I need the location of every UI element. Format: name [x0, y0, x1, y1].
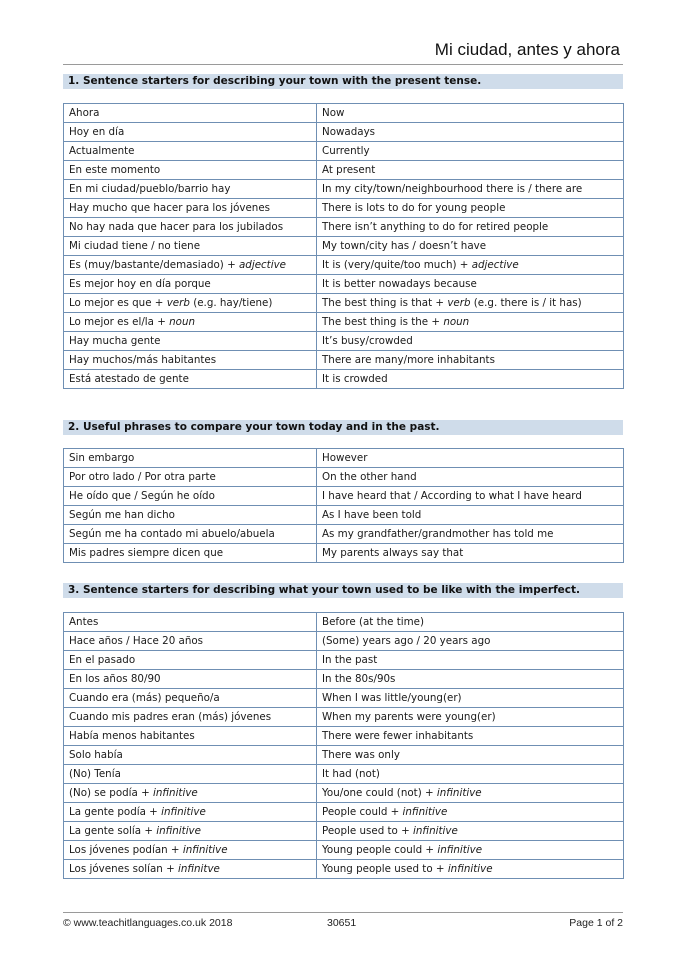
placeholder-term: infinitive	[156, 825, 201, 837]
table-row	[64, 487, 624, 506]
section-1-heading: 1. Sentence starters for describing your town with the present tense.	[63, 74, 623, 89]
spanish-phrase	[64, 294, 317, 313]
phrase-text: People could +	[322, 806, 403, 818]
phrase-text: Lo mejor es el/la +	[69, 316, 170, 328]
spanish-phrase	[64, 670, 317, 689]
table-row	[64, 727, 624, 746]
table-row	[64, 803, 624, 822]
spanish-phrase	[64, 275, 317, 294]
spanish-phrase	[64, 525, 317, 544]
phrase-text: (No) Tenía	[69, 768, 121, 780]
table-row	[64, 123, 624, 142]
spanish-phrase	[64, 727, 317, 746]
english-translation	[317, 199, 624, 218]
spanish-phrase	[64, 370, 317, 389]
english-translation	[317, 708, 624, 727]
phrase-text: There is lots to do for young people	[322, 202, 506, 214]
spanish-phrase	[64, 313, 317, 332]
phrase-text: When my parents were young(er)	[322, 711, 496, 723]
table-row	[64, 841, 624, 860]
spanish-phrase	[64, 104, 317, 123]
table-row	[64, 161, 624, 180]
phrase-text: Sin embargo	[69, 452, 135, 464]
english-translation	[317, 746, 624, 765]
english-translation	[317, 275, 624, 294]
placeholder-term: infinitive	[437, 844, 483, 856]
phrase-text: En los años 80/90	[69, 673, 161, 685]
placeholder-term: infinitive	[436, 787, 482, 799]
phrase-text: I have heard that / According to what I have heard	[322, 490, 582, 502]
spanish-phrase	[64, 651, 317, 670]
spanish-phrase	[64, 784, 317, 803]
spanish-phrase	[64, 632, 317, 651]
phrase-text: En el pasado	[69, 654, 136, 666]
table-row	[64, 218, 624, 237]
english-translation	[317, 860, 624, 879]
phrase-text: You/one could (not) +	[322, 787, 437, 799]
english-translation	[317, 841, 624, 860]
table-row	[64, 104, 624, 123]
table-row	[64, 294, 624, 313]
spanish-phrase	[64, 256, 317, 275]
phrase-text: My parents always say that	[322, 547, 464, 559]
english-translation	[317, 784, 624, 803]
phrase-text: People used to +	[322, 825, 414, 837]
english-translation	[317, 351, 624, 370]
phrase-text: Mis padres siempre dicen que	[69, 547, 224, 559]
spanish-phrase	[64, 746, 317, 765]
spanish-phrase	[64, 841, 317, 860]
placeholder-term: infinitive	[447, 863, 493, 875]
phrase-text: When I was little/young(er)	[322, 692, 462, 704]
phrase-text: Now	[322, 107, 345, 119]
footer-page-number: Page 1 of 2	[569, 917, 623, 929]
spanish-phrase	[64, 161, 317, 180]
phrase-text: My town/city has / doesn’t have	[322, 240, 487, 252]
english-translation	[317, 180, 624, 199]
placeholder-term: noun	[169, 316, 196, 328]
english-translation	[317, 506, 624, 525]
table-row	[64, 370, 624, 389]
english-translation	[317, 525, 624, 544]
phrase-text: There isn’t anything to do for retired people	[322, 221, 549, 233]
table-row	[64, 449, 624, 468]
phrase-text: The best thing is the +	[322, 316, 444, 328]
phrase-text: Nowadays	[322, 126, 376, 138]
phrase-text: En mi ciudad/pueblo/barrio hay	[69, 183, 231, 195]
table-row	[64, 351, 624, 370]
table-row	[64, 256, 624, 275]
placeholder-term: infinitive	[402, 806, 448, 818]
placeholder-term: noun	[443, 316, 470, 328]
phrase-text: Hoy en día	[69, 126, 125, 138]
table-row	[64, 199, 624, 218]
english-translation	[317, 161, 624, 180]
phrase-text: Está atestado de gente	[69, 373, 189, 385]
phrase-text: There was only	[322, 749, 400, 761]
english-translation	[317, 142, 624, 161]
footer-code: 30651	[327, 917, 357, 929]
phrase-text: Solo había	[69, 749, 123, 761]
phrase-text: (Some) years ago / 20 years ago	[322, 635, 491, 647]
table-row	[64, 822, 624, 841]
english-translation	[317, 689, 624, 708]
phrase-text: La gente solía +	[69, 825, 157, 837]
english-translation	[317, 487, 624, 506]
table-row	[64, 275, 624, 294]
placeholder-term: verb	[166, 297, 190, 309]
english-translation	[317, 370, 624, 389]
phrase-text: Young people used to +	[322, 863, 448, 875]
phrase-text: (e.g. hay/tiene)	[189, 297, 273, 309]
spanish-phrase	[64, 613, 317, 632]
spanish-phrase	[64, 860, 317, 879]
english-translation	[317, 218, 624, 237]
spanish-phrase	[64, 351, 317, 370]
spanish-phrase	[64, 689, 317, 708]
phrase-text: Mi ciudad tiene / no tiene	[69, 240, 201, 252]
placeholder-term: verb	[447, 297, 471, 309]
phrase-text: Es (muy/bastante/demasiado) +	[69, 259, 239, 271]
page-title: Mi ciudad, antes y ahora	[434, 40, 620, 59]
table-row	[64, 180, 624, 199]
spanish-phrase	[64, 487, 317, 506]
spanish-phrase	[64, 708, 317, 727]
english-translation	[317, 822, 624, 841]
table-row	[64, 860, 624, 879]
phrase-text: Es mejor hoy en día porque	[69, 278, 211, 290]
table-row	[64, 237, 624, 256]
section-3-table	[63, 612, 624, 879]
phrase-text: Currently	[322, 145, 370, 157]
table-row	[64, 689, 624, 708]
phrase-text: It is (very/quite/too much) +	[322, 259, 472, 271]
table-row	[64, 784, 624, 803]
title-divider	[63, 64, 623, 65]
phrase-text: At present	[322, 164, 376, 176]
english-translation	[317, 651, 624, 670]
english-translation	[317, 332, 624, 351]
phrase-text: Los jóvenes solían +	[69, 863, 178, 875]
footer-copyright: © www.teachitlanguages.co.uk 2018	[63, 917, 233, 929]
phrase-text: Por otro lado / Por otra parte	[69, 471, 216, 483]
english-translation	[317, 765, 624, 784]
phrase-text: Antes	[69, 616, 99, 628]
phrase-text: Hace años / Hace 20 años	[69, 635, 204, 647]
phrase-text: En este momento	[69, 164, 161, 176]
table-row	[64, 746, 624, 765]
section-2-heading: 2. Useful phrases to compare your town today and in the past.	[63, 420, 623, 435]
spanish-phrase	[64, 822, 317, 841]
placeholder-term: infinitve	[177, 863, 220, 875]
english-translation	[317, 670, 624, 689]
phrase-text: It is better nowadays because	[322, 278, 477, 290]
spanish-phrase	[64, 468, 317, 487]
table-row	[64, 142, 624, 161]
table-row	[64, 468, 624, 487]
placeholder-term: infinitive	[413, 825, 458, 837]
spanish-phrase	[64, 803, 317, 822]
placeholder-term: infinitive	[153, 787, 198, 799]
placeholder-term: infinitive	[161, 806, 206, 818]
english-translation	[317, 256, 624, 275]
spanish-phrase	[64, 449, 317, 468]
english-translation	[317, 123, 624, 142]
table-row	[64, 313, 624, 332]
phrase-text: Hay muchos/más habitantes	[69, 354, 217, 366]
phrase-text: (e.g. there is / it has)	[470, 297, 582, 309]
table-row	[64, 506, 624, 525]
english-translation	[317, 313, 624, 332]
phrase-text: Lo mejor es que +	[69, 297, 167, 309]
english-translation	[317, 237, 624, 256]
phrase-text: Los jóvenes podían +	[69, 844, 183, 856]
english-translation	[317, 803, 624, 822]
table-row	[64, 670, 624, 689]
section-1-table	[63, 103, 624, 389]
phrase-text: Había menos habitantes	[69, 730, 195, 742]
spanish-phrase	[64, 123, 317, 142]
phrase-text: Según me ha contado mi abuelo/abuela	[69, 528, 275, 540]
phrase-text: As my grandfather/grandmother has told me	[322, 528, 554, 540]
section-2-table	[63, 448, 624, 563]
spanish-phrase	[64, 237, 317, 256]
spanish-phrase	[64, 544, 317, 563]
phrase-text: In my city/town/neighbourhood there is / there are	[322, 183, 583, 195]
placeholder-term: adjective	[471, 259, 519, 271]
english-translation	[317, 632, 624, 651]
spanish-phrase	[64, 199, 317, 218]
phrase-text: It’s busy/crowded	[322, 335, 413, 347]
table-row	[64, 332, 624, 351]
english-translation	[317, 449, 624, 468]
phrase-text: In the 80s/90s	[322, 673, 396, 685]
section-3-heading: 3. Sentence starters for describing what your town used to be like with the imperfect.	[63, 583, 623, 598]
table-row	[64, 613, 624, 632]
phrase-text: Hay mucho que hacer para los jóvenes	[69, 202, 271, 214]
phrase-text: No hay nada que hacer para los jubilados	[69, 221, 284, 233]
spanish-phrase	[64, 218, 317, 237]
phrase-text: Ahora	[69, 107, 100, 119]
phrase-text: Before (at the time)	[322, 616, 425, 628]
english-translation	[317, 727, 624, 746]
phrase-text: Actualmente	[69, 145, 135, 157]
spanish-phrase	[64, 506, 317, 525]
phrase-text: The best thing is that +	[322, 297, 448, 309]
english-translation	[317, 613, 624, 632]
phrase-text: There were fewer inhabitants	[322, 730, 474, 742]
placeholder-term: adjective	[238, 259, 287, 271]
footer-divider	[63, 912, 623, 913]
phrase-text: However	[322, 452, 368, 464]
table-row	[64, 765, 624, 784]
english-translation	[317, 468, 624, 487]
english-translation	[317, 104, 624, 123]
phrase-text: (No) se podía +	[69, 787, 153, 799]
phrase-text: Cuando era (más) pequeño/a	[69, 692, 220, 704]
table-row	[64, 651, 624, 670]
phrase-text: He oído que / Según he oído	[69, 490, 215, 502]
table-row	[64, 525, 624, 544]
spanish-phrase	[64, 142, 317, 161]
phrase-text: It had (not)	[322, 768, 380, 780]
phrase-text: On the other hand	[322, 471, 417, 483]
table-row	[64, 632, 624, 651]
placeholder-term: infinitive	[182, 844, 228, 856]
table-row	[64, 544, 624, 563]
phrase-text: Young people could +	[322, 844, 438, 856]
english-translation	[317, 294, 624, 313]
phrase-text: It is crowded	[322, 373, 388, 385]
phrase-text: In the past	[322, 654, 378, 666]
table-row	[64, 708, 624, 727]
phrase-text: Hay mucha gente	[69, 335, 161, 347]
spanish-phrase	[64, 180, 317, 199]
phrase-text: Según me han dicho	[69, 509, 175, 521]
phrase-text: La gente podía +	[69, 806, 162, 818]
english-translation	[317, 544, 624, 563]
phrase-text: As I have been told	[322, 509, 422, 521]
spanish-phrase	[64, 765, 317, 784]
phrase-text: Cuando mis padres eran (más) jóvenes	[69, 711, 272, 723]
spanish-phrase	[64, 332, 317, 351]
phrase-text: There are many/more inhabitants	[322, 354, 495, 366]
